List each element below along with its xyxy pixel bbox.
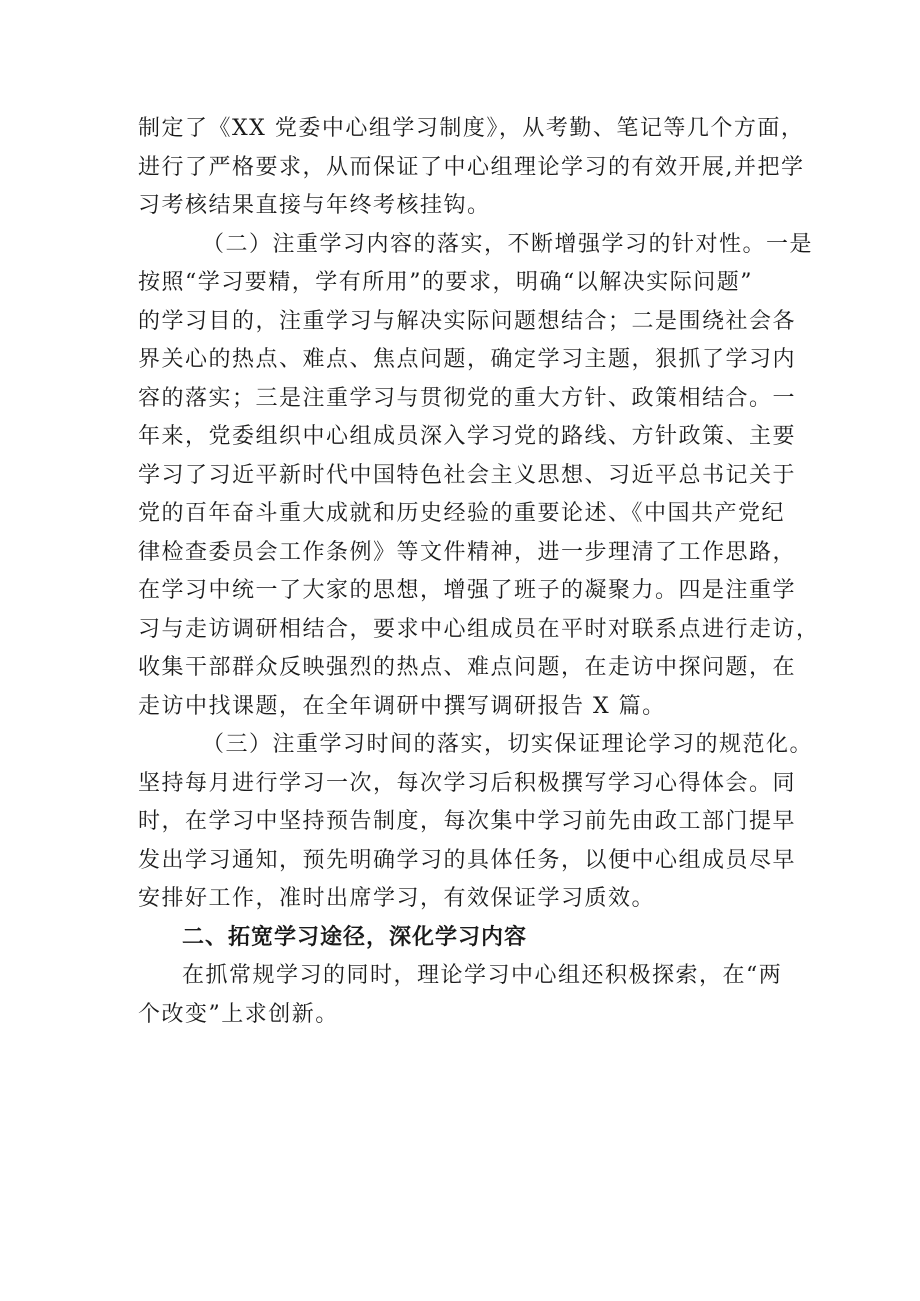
text-line: 容的落实；三是注重学习与贯彻党的重大方针、政策相结合。一 (138, 385, 797, 411)
text-line: 坚持每月进行学习一次，每次学习后积极撰写学习心得体会。同 (138, 770, 797, 796)
text-line: 安排好工作，准时出席学习，有效保证学习质效。 (138, 886, 656, 911)
section-heading: 二、拓宽学习途径，深化学习内容 (182, 924, 528, 950)
text-line: 发出学习通知，预先明确学习的具体任务，以便中心组成员尽早 (138, 847, 797, 873)
text-line: 制定了《XX 党委中心组学习制度》，从考勤、笔记等几个方面， (138, 116, 805, 141)
text-line: 年来，党委组织中心组成员深入学习党的路线、方针政策、主要 (138, 424, 797, 449)
text-line: 习与走访调研相结合，要求中心组成员在平时对联系点进行走访， (138, 616, 820, 642)
text-line: 的学习目的，注重学习与解决实际问题想结合；二是围绕社会各 (138, 308, 797, 334)
text-line: 收集干部群众反映强烈的热点、难点问题，在走访中探问题，在 (138, 655, 797, 680)
text-line: 走访中找课题，在全年调研中撰写调研报告 X 篇。 (138, 693, 666, 719)
text-line: 律检查委员会工作条例》等文件精神，进一步理清了工作思路， (138, 539, 797, 565)
paragraph-start-line: （三）注重学习时间的落实，切实保证理论学习的规范化。 (202, 732, 814, 757)
paragraph-start-line: 在抓常规学习的同时，理论学习中心组还积极探索，在“两 (182, 963, 783, 988)
text-line: 时，在学习中坚持预告制度，每次集中学习前先由政工部门提早 (138, 809, 797, 834)
text-line: 按照“学习要精，学有所用”的要求，明确“以解决实际问题” (138, 270, 753, 295)
text-line: 在学习中统一了大家的思想，增强了班子的凝聚力。四是注重学 (138, 578, 797, 603)
document-body (138, 110, 820, 1034)
text-line: 习考核结果直接与年终考核挂钩。 (138, 193, 491, 218)
paragraph-start-line: （二）注重学习内容的落实，不断增强学习的针对性。一是 (202, 231, 814, 257)
text-line: 学习了习近平新时代中国特色社会主义思想、习近平总书记关于 (138, 462, 797, 488)
text-line: 界关心的热点、难点、焦点问题，确定学习主题，狠抓了学习内 (138, 347, 797, 372)
text-line: 进行了严格要求，从而保证了中心组理论学习的有效开展,并把学 (138, 154, 805, 180)
text-line: 党的百年奋斗重大成就和历史经验的重要论述、《中国共产党纪 (138, 501, 786, 526)
text-line: 个改变”上求创新。 (138, 1001, 339, 1027)
